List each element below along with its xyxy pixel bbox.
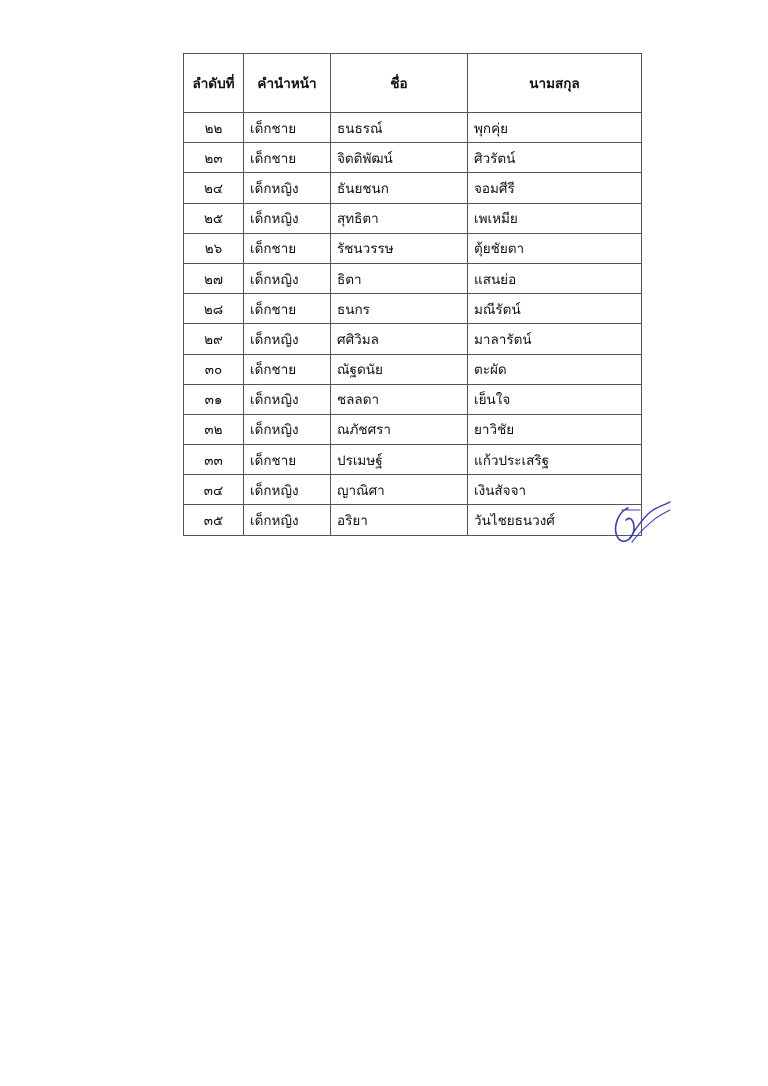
row-first-name-cell: ชลลดา: [331, 384, 468, 414]
row-order-cell: ๒๔: [184, 173, 244, 203]
row-last-name-cell: มณีรัตน์: [468, 294, 642, 324]
row-first-name-cell: ธิตา: [331, 263, 468, 293]
table-row: [184, 173, 642, 203]
row-order-cell: ๒๓: [184, 143, 244, 173]
header-row: [184, 54, 642, 113]
table-row: [184, 475, 642, 505]
row-last-name-cell: เงินสัจจา: [468, 475, 642, 505]
row-title-cell: เด็กชาย: [244, 233, 331, 263]
student-roster-table: [183, 53, 642, 536]
table-row: [184, 505, 642, 535]
row-order-cell: ๒๒: [184, 113, 244, 143]
row-title-cell: เด็กหญิง: [244, 475, 331, 505]
row-order-cell: ๓๕: [184, 505, 244, 535]
header-order: ลำดับที่: [184, 54, 244, 113]
row-last-name-cell: เพเหมีย: [468, 203, 642, 233]
row-title-cell: เด็กชาย: [244, 143, 331, 173]
table-row: [184, 445, 642, 475]
row-first-name-cell: ปรเมษฐ์: [331, 445, 468, 475]
row-title-cell: เด็กหญิง: [244, 505, 331, 535]
table-row: [184, 263, 642, 293]
table-row: [184, 113, 642, 143]
table-row: [184, 203, 642, 233]
row-order-cell: ๓๒: [184, 414, 244, 444]
row-title-cell: เด็กหญิง: [244, 203, 331, 233]
table-row: [184, 354, 642, 384]
row-order-cell: ๒๗: [184, 263, 244, 293]
header-last-name: นามสกุล: [468, 54, 642, 113]
row-title-cell: เด็กหญิง: [244, 263, 331, 293]
row-title-cell: เด็กหญิง: [244, 173, 331, 203]
row-first-name-cell: ธันยชนก: [331, 173, 468, 203]
row-first-name-cell: อริยา: [331, 505, 468, 535]
row-last-name-cell: มาลารัตน์: [468, 324, 642, 354]
row-first-name-cell: ธนธรณ์: [331, 113, 468, 143]
row-last-name-cell: ตุ้ยชัยตา: [468, 233, 642, 263]
row-last-name-cell: ศิวรัตน์: [468, 143, 642, 173]
table-row: [184, 233, 642, 263]
row-order-cell: ๓๐: [184, 354, 244, 384]
table-row: [184, 324, 642, 354]
row-first-name-cell: ณภัชศรา: [331, 414, 468, 444]
table-body: [184, 113, 642, 536]
row-last-name-cell: พุกคุ่ย: [468, 113, 642, 143]
row-last-name-cell: จอมศีรี: [468, 173, 642, 203]
table-header: [184, 54, 642, 113]
row-title-cell: เด็กหญิง: [244, 384, 331, 414]
table-row: [184, 384, 642, 414]
row-order-cell: ๒๙: [184, 324, 244, 354]
row-first-name-cell: ธนกร: [331, 294, 468, 324]
row-first-name-cell: สุทธิตา: [331, 203, 468, 233]
row-last-name-cell: วันไชยธนวงศ์: [468, 505, 642, 535]
table-row: [184, 294, 642, 324]
row-order-cell: ๓๑: [184, 384, 244, 414]
row-first-name-cell: ศศิวิมล: [331, 324, 468, 354]
row-title-cell: เด็กชาย: [244, 445, 331, 475]
row-title-cell: เด็กชาย: [244, 294, 331, 324]
table-row: [184, 143, 642, 173]
row-first-name-cell: รัชนวรรษ: [331, 233, 468, 263]
row-title-cell: เด็กชาย: [244, 354, 331, 384]
signature-icon: [604, 498, 674, 548]
row-title-cell: เด็กหญิง: [244, 324, 331, 354]
row-first-name-cell: ญาณิศา: [331, 475, 468, 505]
row-order-cell: ๒๖: [184, 233, 244, 263]
row-order-cell: ๒๕: [184, 203, 244, 233]
row-last-name-cell: ยาวิชัย: [468, 414, 642, 444]
table-row: [184, 414, 642, 444]
row-first-name-cell: ณัฐดนัย: [331, 354, 468, 384]
row-last-name-cell: ตะผัด: [468, 354, 642, 384]
row-order-cell: ๓๔: [184, 475, 244, 505]
row-last-name-cell: เย็นใจ: [468, 384, 642, 414]
header-first-name: ชื่อ: [331, 54, 468, 113]
row-title-cell: เด็กหญิง: [244, 414, 331, 444]
header-title: คำนำหน้า: [244, 54, 331, 113]
row-order-cell: ๓๓: [184, 445, 244, 475]
row-title-cell: เด็กชาย: [244, 113, 331, 143]
row-last-name-cell: แสนย่อ: [468, 263, 642, 293]
row-last-name-cell: แก้วประเสริฐ: [468, 445, 642, 475]
row-order-cell: ๒๘: [184, 294, 244, 324]
row-first-name-cell: จิตติพัฒน์: [331, 143, 468, 173]
